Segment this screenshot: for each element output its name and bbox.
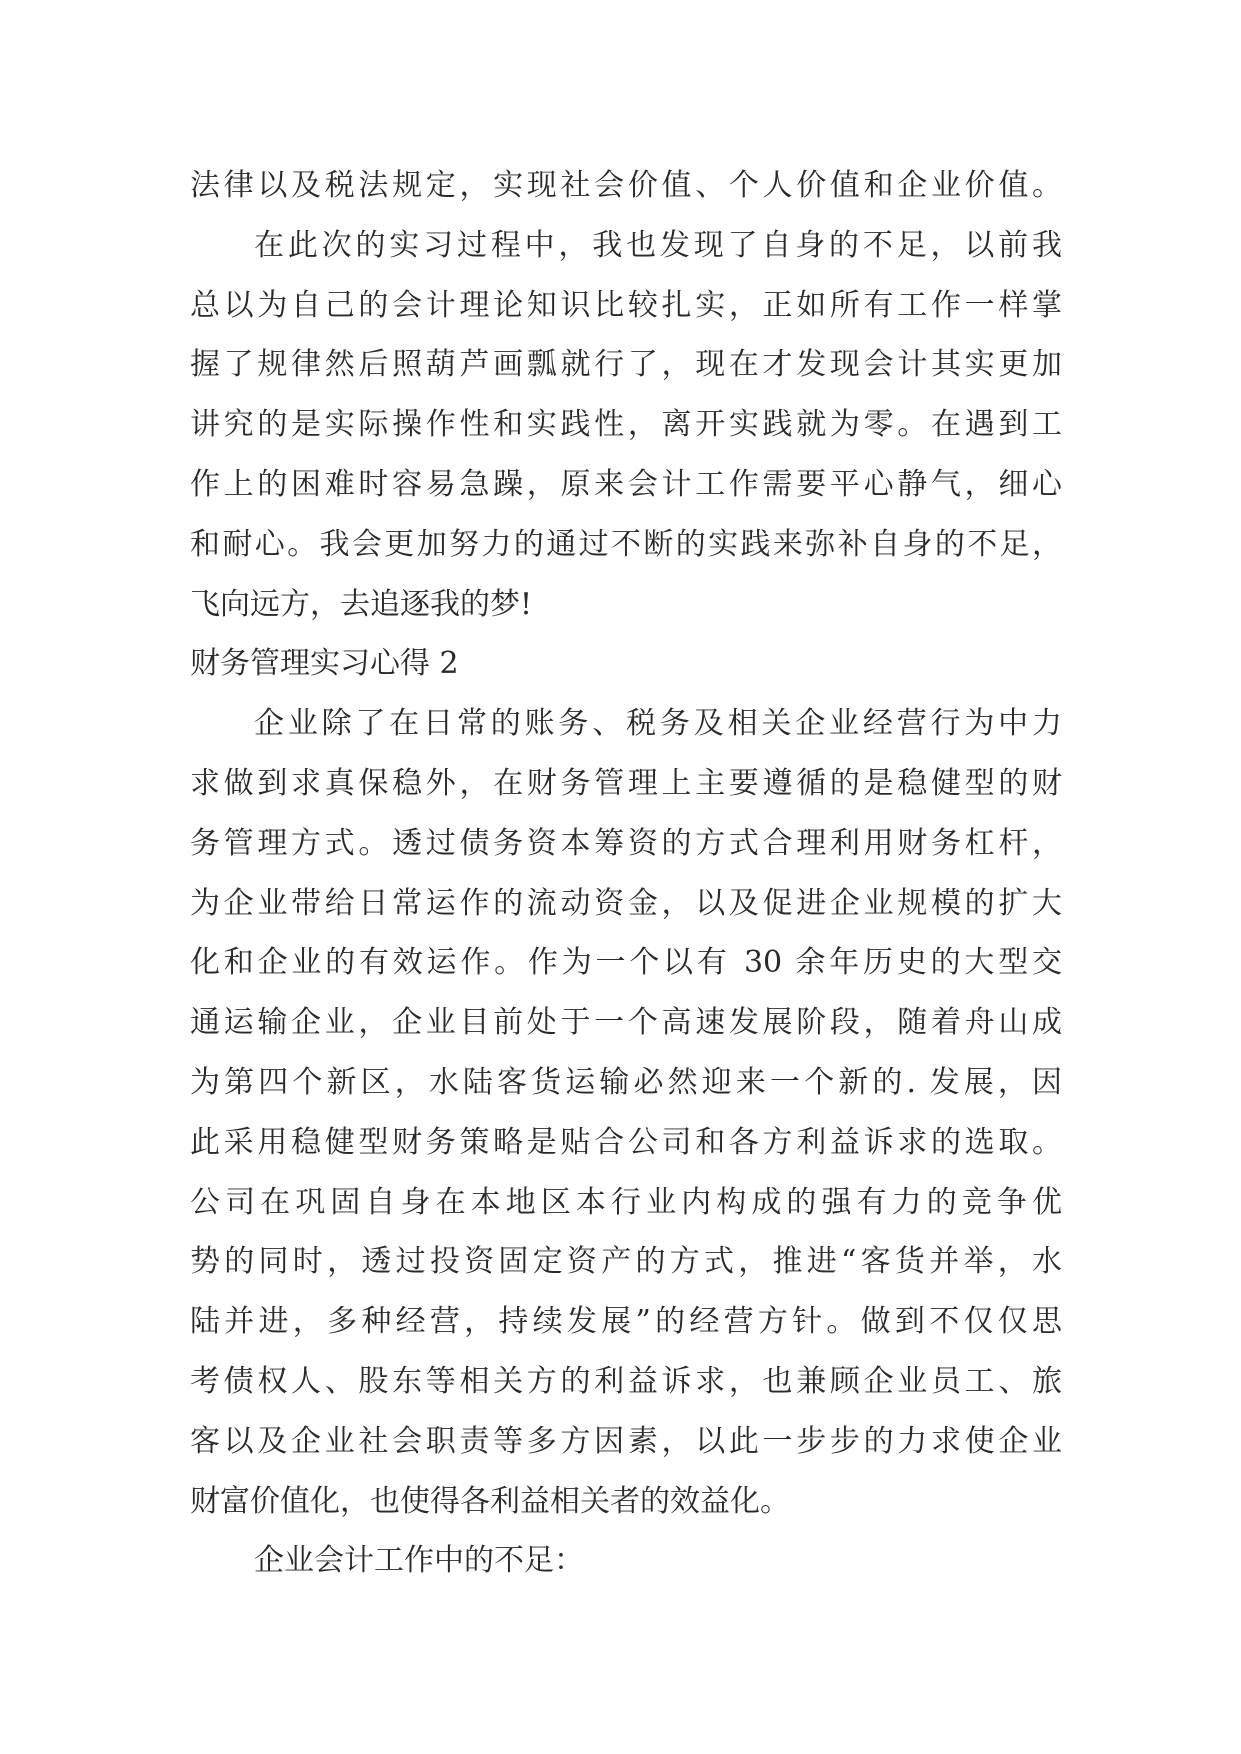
text-line: 势的同时，透过投资固定资产的方式，推进“客货并举，水 [190,1244,1062,1280]
text-line: 为企业带给日常运作的流动资金，以及促进企业规模的扩大 [190,885,1062,921]
text-line: 陆并进，多种经营，持续发展”的经营方针。做到不仅仅思 [190,1304,1062,1340]
text-line: 公司在巩固自身在本地区本行业内构成的强有力的竞争优 [190,1184,1062,1220]
text-line: 化和企业的有效运作。作为一个以有 30 余年历史的大型交 [190,945,1062,981]
text-line: 考债权人、股东等相关方的利益诉求，也兼顾企业员工、旅 [190,1363,1062,1399]
text-line: 务管理方式。透过债务资本筹资的方式合理利用财务杠杆， [190,825,1062,861]
text-line: 和耐心。我会更加努力的通过不断的实践来弥补自身的不足， [190,526,1062,562]
paragraph-start-line: 在此次的实习过程中，我也发现了自身的不足，以前我 [254,227,1062,263]
document-body [190,156,1062,1591]
text-line: 求做到求真保稳外，在财务管理上主要遵循的是稳健型的财 [190,765,1062,801]
text-line: 总以为自己的会计理论知识比较扎实，正如所有工作一样掌 [190,287,1062,323]
text-line: 飞向远方，去追逐我的梦! [190,586,533,622]
text-line: 通运输企业，企业目前处于一个高速发展阶段，随着舟山成 [190,1005,1062,1041]
text-line: 法律以及税法规定，实现社会价值、个人价值和企业价值。 [190,168,1062,203]
section-heading: 财务管理实习心得 2 [190,646,459,682]
text-line: 握了规律然后照葫芦画瓢就行了，现在才发现会计其实更加 [190,347,1062,383]
text-line: 财富价值化，也使得各利益相关者的效益化。 [190,1483,790,1519]
text-line: 讲究的是实际操作性和实践性，离开实践就为零。在遇到工 [190,407,1062,443]
paragraph-start-line: 企业除了在日常的账务、税务及相关企业经营行为中力 [254,706,1062,742]
text-line: 此采用稳健型财务策略是贴合公司和各方利益诉求的选取。 [190,1124,1062,1160]
text-line: 为第四个新区，水陆客货运输必然迎来一个新的. 发展，因 [190,1064,1062,1100]
paragraph-start-line: 企业会计工作中的不足： [254,1543,584,1579]
text-line: 客以及企业社会职责等多方因素，以此一步步的力求使企业 [190,1423,1062,1459]
text-line: 作上的困难时容易急躁，原来会计工作需要平心静气，细心 [190,466,1062,502]
